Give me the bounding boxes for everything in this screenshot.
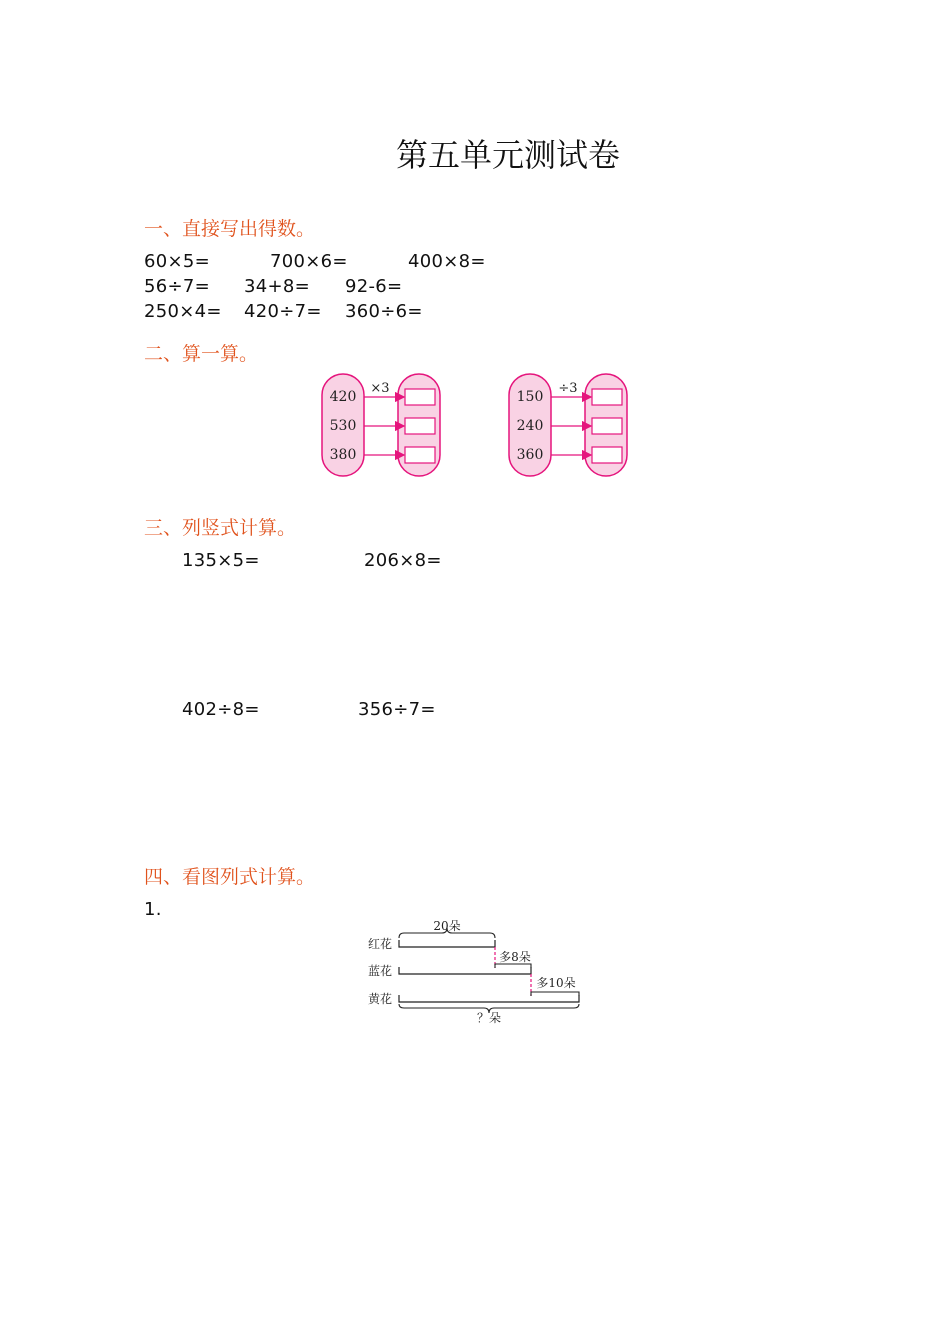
yellow-more-bracket [531, 992, 579, 996]
yellow-more-label: 多10朵 [536, 976, 576, 990]
yellow-flower-label: 黄花 [368, 992, 393, 1006]
expr-34plus8: 34+8= [244, 276, 311, 297]
vertical-problem-402div8: 402÷8= [182, 699, 260, 720]
answer-box [592, 418, 622, 434]
expr-92minus6: 92-6= [345, 276, 403, 297]
page-title: 第五单元测试卷 [395, 136, 620, 174]
divide-mapping-diagram [505, 370, 631, 480]
answer-box [592, 447, 622, 463]
answer-box [592, 389, 622, 405]
expr-360div6: 360÷6= [345, 301, 423, 322]
input-value: 360 [516, 447, 544, 463]
input-value: 150 [516, 389, 544, 405]
expr-400x8: 400×8= [408, 251, 486, 272]
blue-flower-label: 蓝花 [368, 964, 393, 978]
question-1-label: 1. [144, 899, 162, 920]
blue-more-bracket [495, 964, 531, 968]
section-1-heading: 一、直接写出得数。 [144, 218, 316, 240]
operator-label: ÷3 [558, 381, 578, 396]
input-value: 420 [329, 389, 357, 405]
vertical-problem-206x8: 206×8= [364, 550, 442, 571]
expr-250x4: 250×4= [144, 301, 222, 322]
input-value: 380 [329, 447, 357, 463]
expr-56div7: 56÷7= [144, 276, 211, 297]
red-flower-bar [399, 940, 495, 947]
flower-bar-diagram [360, 916, 590, 1026]
input-value: 530 [329, 418, 357, 434]
input-value: 240 [516, 418, 544, 434]
vertical-problem-356div7: 356÷7= [358, 699, 436, 720]
section-3-heading: 三、列竖式计算。 [144, 517, 297, 539]
red-flower-label: 红花 [368, 937, 393, 951]
vertical-problem-135x5: 135×5= [182, 550, 260, 571]
section-2-heading: 二、算一算。 [144, 343, 259, 365]
total-question-label: ？朵 [476, 1011, 502, 1025]
blue-more-label: 多8朵 [499, 950, 531, 964]
blue-flower-bar [399, 967, 531, 974]
answer-box [405, 447, 435, 463]
section-4-heading: 四、看图列式计算。 [144, 866, 316, 888]
operator-label: ×3 [370, 381, 390, 396]
multiply-mapping-diagram [318, 370, 444, 480]
expr-700x6: 700×6= [270, 251, 348, 272]
expr-60x5: 60×5= [144, 251, 211, 272]
answer-box [405, 418, 435, 434]
expr-420div7: 420÷7= [244, 301, 322, 322]
answer-box [405, 389, 435, 405]
yellow-flower-bar [399, 995, 579, 1002]
red-count-label: 20朵 [433, 919, 461, 933]
